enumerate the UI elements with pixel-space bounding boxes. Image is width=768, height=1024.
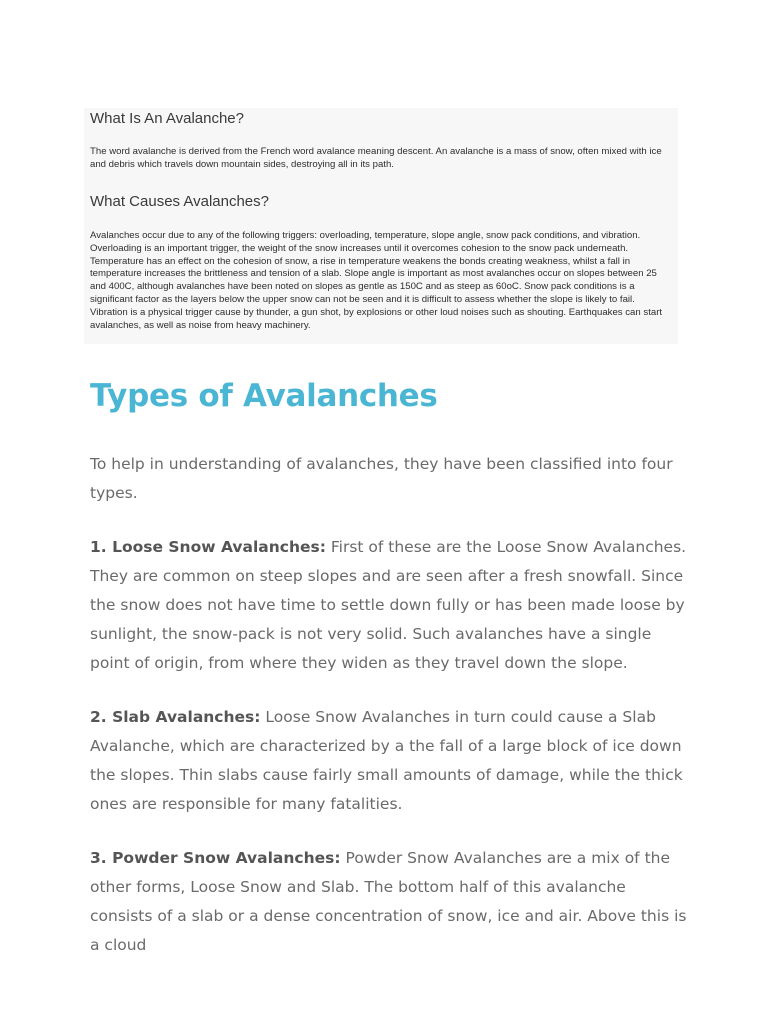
list-item bbox=[90, 703, 690, 819]
what-is-avalanche-heading: What Is An Avalanche? bbox=[90, 110, 244, 127]
item-label: 2. Slab Avalanches: bbox=[90, 708, 261, 726]
page-title: Types of Avalanches bbox=[90, 378, 438, 414]
list-item bbox=[90, 533, 690, 678]
item-text: Loose Snow Avalanches in turn could cause a Slab Avalanche, which are characterized by a the fall of a large block of ice down the slopes. Thin slabs cause fairly small amounts of damage, while the thick ones are responsible for many fatalities. bbox=[90, 708, 683, 813]
article-body bbox=[90, 372, 690, 985]
item-text: First of these are the Loose Snow Avalanches. They are common on steep slopes and are seen after a fresh snowfall. Since the snow does not have time to settle down fully or has been made loose by sunlight, the snow-pack is not very solid. Such avalanches have a single point of origin, from where they widen as they travel down the slope. bbox=[90, 538, 687, 672]
intro-paragraph: To help in understanding of avalanches, they have been classified into four types. bbox=[90, 455, 673, 502]
item-label: 3. Powder Snow Avalanches: bbox=[90, 849, 341, 867]
item-text: Powder Snow Avalanches are a mix of the other forms, Loose Snow and Slab. The bottom half of this avalanche consists of a slab or a dense concentration of snow, ice and air. Above this is a cloud bbox=[90, 849, 687, 954]
list-item bbox=[90, 844, 690, 960]
what-causes-avalanches-paragraph: Avalanches occur due to any of the following triggers: overloading, temperature, slope angle, snow pack conditions, and vibration. Overloading is an important trigger, the weight of the snow increases until it overcomes cohesion to the snow pack underneath. Temperature has an effect on the cohesion of snow, a rise in temperature weakens the bonds creating weakness, whilst a fall in temperature increases the brittleness and tension of a slab. Slope angle is important as most avalanches occur on slopes between 25 and 400C, although avalanches have been noted on slopes as gentle as 150C and as steep as 60oC. Snow pack conditions is a significant factor as the layers below the upper snow can not be seen and it is difficult to assess whether the slope is likely to fail. Vibration is a physical trigger cause by thunder, a gun shot, by explosions or other loud noises such as shouting. Earthquakes can start avalanches, as well as noise from heavy machinery. bbox=[90, 230, 663, 331]
item-label: 1. Loose Snow Avalanches: bbox=[90, 538, 326, 556]
what-causes-avalanches-heading: What Causes Avalanches? bbox=[90, 193, 269, 210]
what-is-avalanche-paragraph: The word avalanche is derived from the French word avalance meaning descent. An avalanche is a mass of snow, often mixed with ice and debris which travels down mountain sides, destroying all in its path. bbox=[90, 146, 662, 170]
avalanche-info-box bbox=[84, 108, 678, 344]
